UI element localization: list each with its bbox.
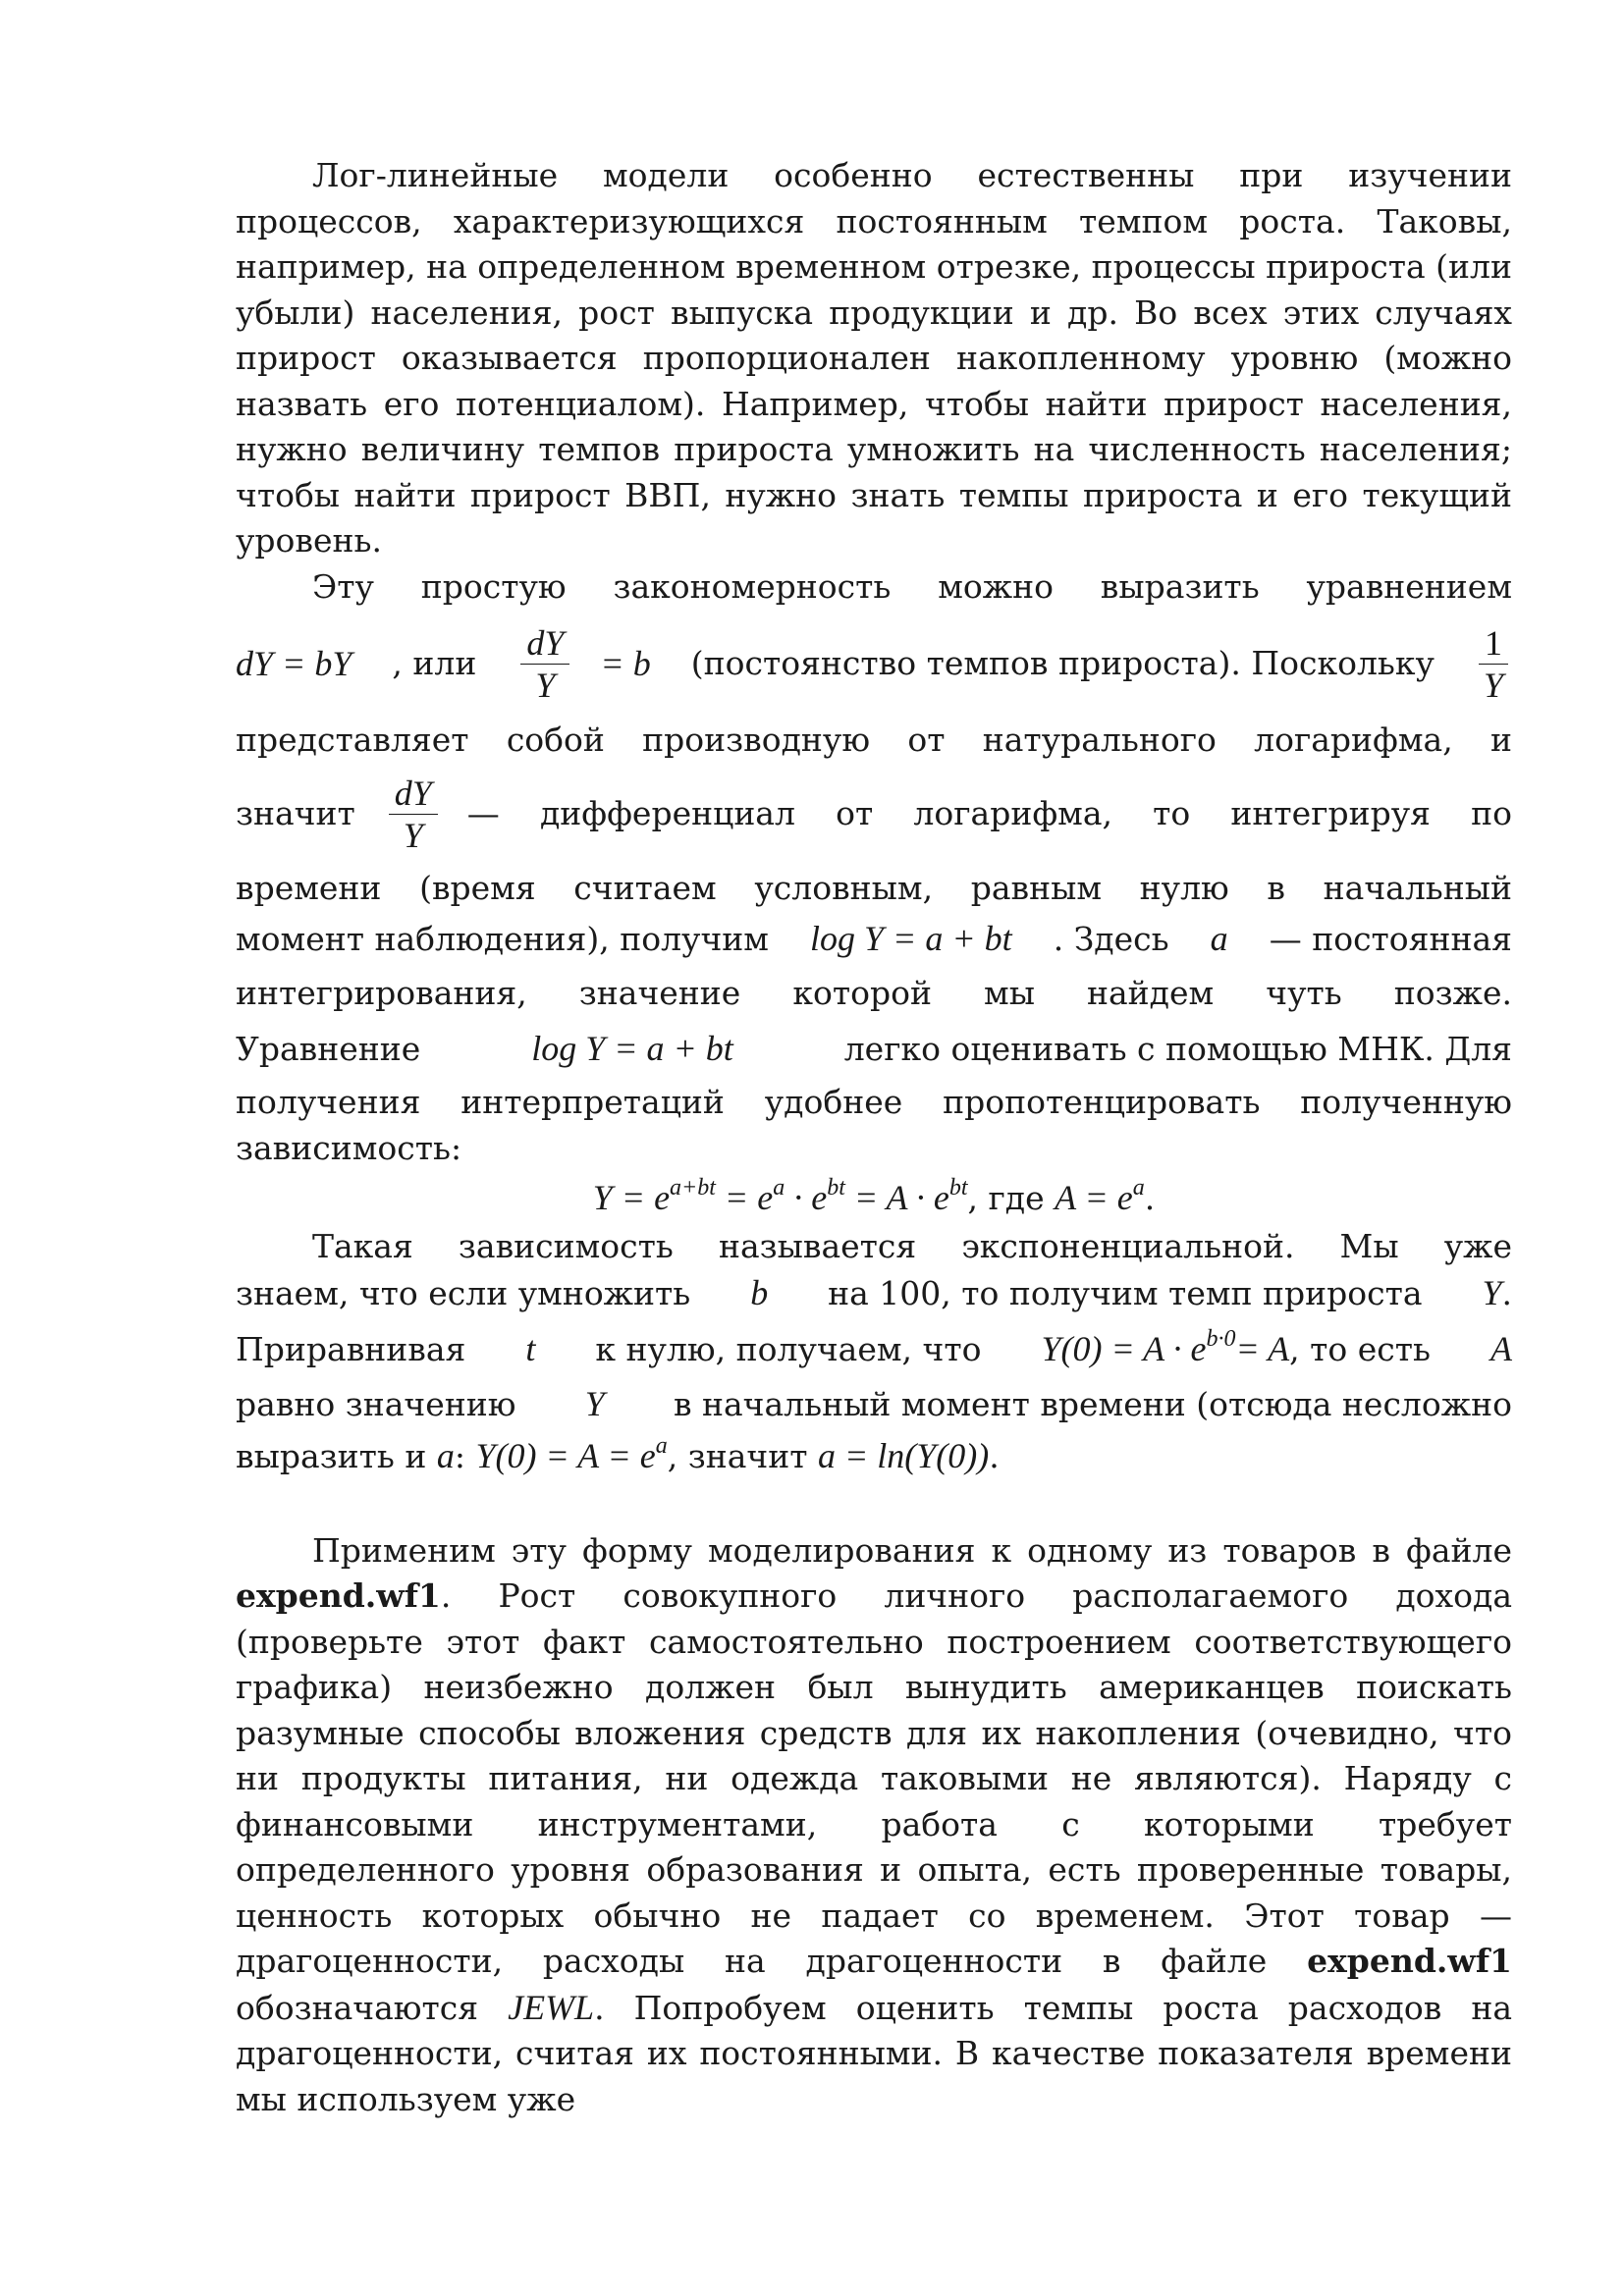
filename-expend-1: expend.wf1	[236, 1576, 441, 1615]
line-ravno	[236, 1381, 1512, 1428]
symbol-y-group	[1482, 1270, 1512, 1317]
equation-y0-group	[1042, 1316, 1431, 1382]
line-priravnivaya	[236, 1316, 1512, 1381]
paragraph-law-line1: Эту простую закономерность можно выразить уравнением	[312, 566, 1512, 606]
text-vnach: в начальный момент времени (отсюда несложно	[673, 1385, 1512, 1423]
formula-mid3: = A · e	[844, 1178, 949, 1217]
text-end: .	[989, 1436, 1000, 1475]
fraction-numerator: dY	[520, 622, 569, 665]
formula-sup-bt: bt	[827, 1175, 845, 1201]
formula-sup-a: a	[773, 1175, 785, 1201]
symbol-t: t	[525, 1329, 536, 1368]
text-jewelry-3: обозначаются	[236, 1988, 479, 2027]
text-knulyu: к нулю, получаем, что	[595, 1330, 982, 1368]
paragraph-law-line5: времени (время считаем условным, равным нулю в начальный	[236, 868, 1512, 907]
sup-b0: b·0	[1206, 1326, 1236, 1352]
formula-lhs: Y = e	[592, 1178, 671, 1217]
equation-log-y-2: log Y = a + bt	[531, 1029, 733, 1068]
text-znaem: знаем, что если умножить	[236, 1273, 691, 1312]
paragraph-exp-line1: Такая зависимость называется экспоненциальной. Мы уже	[312, 1227, 1512, 1265]
formula-end: .	[1144, 1179, 1156, 1217]
text-znachit-2: , значит	[667, 1436, 808, 1475]
text-ili: , или	[392, 643, 477, 682]
text-uravnenie: Уравнение	[236, 1030, 421, 1068]
formula-exponential	[236, 1171, 1512, 1224]
paragraph-law-line3: представляет собой производную от натурального логарифма, и	[236, 721, 1512, 759]
text-znachit: значит	[236, 794, 355, 833]
fraction-numerator-2: dY	[389, 773, 438, 815]
document-page	[236, 153, 1512, 2122]
fraction-one: 1	[1479, 622, 1508, 665]
text-priravnivaya: Приравнивая	[236, 1330, 466, 1368]
paragraph-jewelry	[236, 1528, 1512, 2123]
symbol-a-2: a	[436, 1435, 455, 1475]
formula-sup-a-2: a	[1132, 1175, 1145, 1201]
text-jewelry-2: . Рост совокупного личного располагаемого дохода (проверьте этот факт самостоятельно построением соответствующего графика) неизбежно должен был вынудить американцев поискать разумные способы вложения средств для их накопления (очевидно, что ни продукты питания, ни одежда таковыми не являются). Наряду с финансовыми инструментами, работа с которыми требует определенного уровня образования и опыта, есть проверенные товары, ценность которых обычно не падает со временем. Этот товар — драгоценности, расходы на драгоценности в файле	[236, 1576, 1512, 1980]
fraction-dy-over-y	[520, 622, 569, 706]
text-na100: на 100, то получим темп прироста	[828, 1273, 1423, 1312]
equation-log-y: log Y = a + bt	[810, 919, 1012, 958]
equation-ln: a = ln(Y(0))	[817, 1435, 990, 1475]
text-zdes: . Здесь	[1053, 920, 1169, 958]
text-differencial: — дифференциал от логарифма, то интегрируя по	[466, 794, 1512, 833]
formula-gde: , где	[967, 1179, 1045, 1217]
paragraph-law-line7: интегрирования, значение которой мы найдем чуть позже.	[236, 974, 1512, 1012]
line-vyrazit	[236, 1428, 1512, 1483]
fraction-denominator-2: Y	[403, 816, 423, 855]
variable-jewl: JEWL	[508, 1987, 595, 2027]
equation-line-log	[236, 911, 1512, 966]
fraction-one-over-y	[1479, 622, 1508, 706]
formula-mid1: = e	[715, 1178, 774, 1217]
fraction-y: Y	[1483, 665, 1503, 705]
equation-equals-b: = b	[600, 643, 651, 683]
text-dot: .	[1501, 1273, 1512, 1312]
text-legko: легко оценивать с помощью МНК. Для	[843, 1030, 1512, 1068]
text-postoyannaya: — постоянная	[1269, 920, 1512, 958]
text-moment: момент наблюдения), получим	[236, 920, 769, 958]
text-toest: , то есть	[1289, 1330, 1431, 1368]
equation-line-znachit	[236, 764, 1512, 866]
equation-dy-by: dY = bY	[236, 643, 352, 683]
symbol-y-2: Y	[584, 1384, 605, 1423]
text-jewelry-1: Применим эту форму моделирования к одному из товаров в файле	[312, 1530, 1512, 1570]
formula-sup-a-bt: a+bt	[670, 1175, 716, 1201]
text-colon: :	[454, 1436, 465, 1475]
paragraph-law-line9: получения интерпретаций удобнее пропотенцировать полученную зависимость:	[236, 1083, 1512, 1167]
symbol-y: Y	[1482, 1272, 1502, 1312]
symbol-b: b	[750, 1272, 769, 1312]
fraction-denominator: Y	[535, 665, 556, 705]
text-jewelry-4: . Попробуем оценить темпы роста расходов на драгоценности, считая их постоянными. В качестве показателя времени мы используем уже	[236, 1988, 1512, 2118]
line-znaem	[236, 1270, 1512, 1317]
symbol-a: a	[1210, 919, 1228, 958]
text-ravno: равно значению	[236, 1385, 516, 1423]
sup-a-3: a	[655, 1432, 668, 1459]
equation-y0: Y(0) = A · e	[1041, 1329, 1207, 1368]
equation-y0-end: = A	[1235, 1329, 1290, 1368]
equation-line-uravnenie	[236, 1021, 1512, 1076]
equation-y0-a: Y(0) = A = e	[475, 1435, 656, 1475]
text-vyrazit: выразить и	[236, 1436, 427, 1475]
paragraph-loglinear-intro: Лог-линейные модели особенно естественны при изучении процессов, характеризующихся постоянным темпом роста. Таковы, например, на определенном временном отрезке, процессы прироста (или убыли) населения, рост выпуска продукции и др. Во всех этих случаях прирост оказывается пропорционален накопленному уровню (можно назвать его потенциалом). Например, чтобы найти прирост населения, нужно величину темпов прироста умножить на численность населения; чтобы найти прирост ВВП, нужно знать темпы прироста и его текущий уровень.	[236, 156, 1512, 560]
formula-sup-bt-2: bt	[948, 1175, 968, 1201]
filename-expend-2: expend.wf1	[1307, 1942, 1512, 1980]
formula-rhs: A = e	[1055, 1178, 1133, 1217]
formula-mid2: · e	[785, 1178, 828, 1217]
symbol-A: A	[1489, 1329, 1512, 1368]
fraction-dy-over-y-2	[389, 773, 438, 856]
equation-line-dy	[236, 610, 1512, 718]
text-postoyanstvo: (постоянство темпов прироста). Поскольку	[690, 643, 1435, 682]
